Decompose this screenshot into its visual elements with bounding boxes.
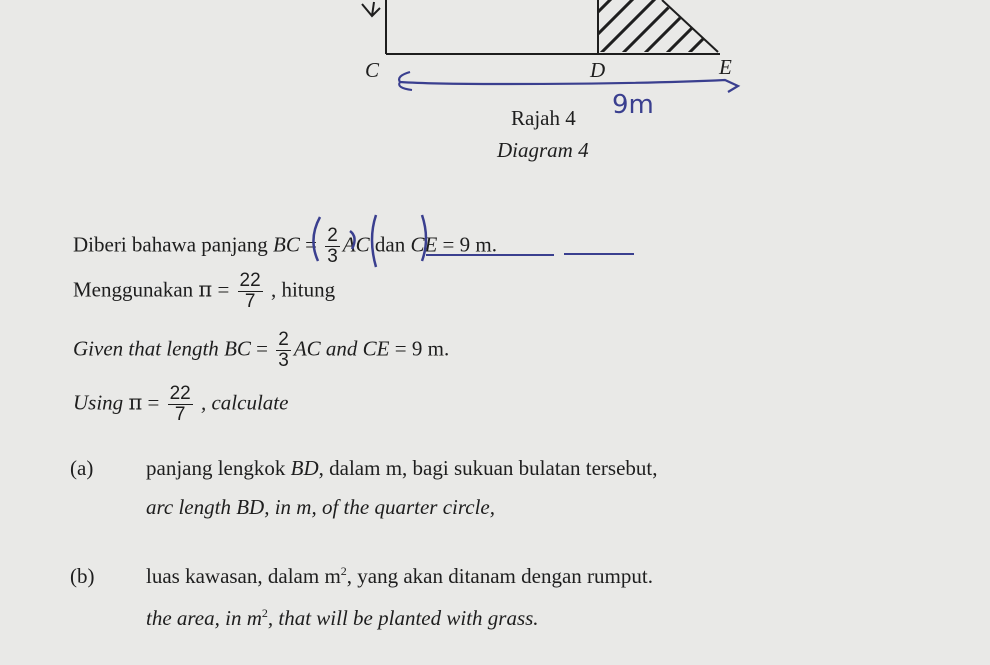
using-malay xyxy=(73,271,335,312)
fraction-numerator: 22 xyxy=(169,383,191,404)
given-english-fraction xyxy=(276,330,291,371)
given-malay-ce: CE xyxy=(410,232,438,257)
using-english-suffix: , calculate xyxy=(195,390,289,415)
given-english-conj: and xyxy=(320,336,363,361)
given-malay-conj: dan xyxy=(369,232,411,257)
part-a-english-2: , in m, of the quarter circle, xyxy=(264,495,495,519)
point-label-d: D xyxy=(590,58,606,82)
caption-malay: Rajah 4 xyxy=(511,106,576,130)
part-b-label xyxy=(70,564,95,589)
given-malay-ac: AC xyxy=(342,232,370,257)
part-b-english-sup: 2 xyxy=(261,606,268,620)
part-a-malay-bd: BD xyxy=(290,456,319,480)
using-malay-prefix: Menggunakan xyxy=(73,277,199,302)
using-malay-eq: = xyxy=(212,277,235,302)
part-b-malay-2: , yang akan ditanam dengan rumput. xyxy=(346,564,653,588)
handwritten-note: 9m xyxy=(612,90,654,120)
part-a-malay xyxy=(146,456,657,481)
pi-symbol: π xyxy=(128,390,143,415)
using-malay-fraction xyxy=(238,271,263,312)
given-english-eq: = xyxy=(250,336,274,361)
given-malay-prefix: Diberi bahawa panjang xyxy=(73,232,274,257)
fraction-denominator: 3 xyxy=(278,350,289,371)
part-a-english xyxy=(146,495,495,520)
part-a-label xyxy=(70,456,93,481)
fraction-numerator: 2 xyxy=(327,225,338,246)
fraction-denominator: 3 xyxy=(327,246,338,267)
given-malay-bc: BC xyxy=(273,232,300,257)
point-label-e: E xyxy=(719,55,732,79)
part-b-label-text: (b) xyxy=(70,564,95,588)
using-malay-suffix: , hitung xyxy=(265,277,336,302)
part-b-malay-sup: 2 xyxy=(340,564,347,578)
part-b-malay xyxy=(146,564,653,589)
given-english-prefix: Given that length xyxy=(73,336,225,361)
given-english-ac: AC xyxy=(293,336,321,361)
arrow-mark xyxy=(362,2,380,16)
part-a-malay-2: , dalam m, bagi sukuan bulatan tersebut, xyxy=(318,456,658,480)
grass-hatching xyxy=(590,0,744,58)
given-english-ce-value: = 9 m. xyxy=(389,336,450,361)
given-english-bc: BC xyxy=(224,336,251,361)
given-malay-eq: = xyxy=(299,232,323,257)
caption-english: Diagram 4 xyxy=(497,138,589,162)
pen-bracket xyxy=(399,72,738,92)
given-english xyxy=(73,330,449,371)
using-english-prefix: Using xyxy=(73,390,129,415)
part-b-english-1: the area, in m xyxy=(146,606,262,630)
part-a-label-text: (a) xyxy=(70,456,94,480)
using-english-eq: = xyxy=(142,390,165,415)
part-a-malay-1: panjang lengkok xyxy=(146,456,291,480)
fraction-denominator: 7 xyxy=(244,291,256,312)
fraction-denominator: 7 xyxy=(174,404,186,425)
pen-annotations xyxy=(300,205,660,275)
given-malay-ce-value: = 9 m. xyxy=(437,232,497,257)
part-a-english-bd: BD xyxy=(236,495,265,519)
using-english-fraction xyxy=(168,384,193,425)
fraction-numerator: 22 xyxy=(239,270,261,291)
diagram-figure xyxy=(0,0,990,110)
fraction-numerator: 2 xyxy=(278,329,289,350)
pi-symbol: π xyxy=(198,277,213,302)
using-english xyxy=(73,384,288,425)
given-english-ce: CE xyxy=(362,336,390,361)
part-a-english-1: arc length xyxy=(146,495,237,519)
part-b-english-2: , that will be planted with grass. xyxy=(267,606,539,630)
point-label-c: C xyxy=(365,58,380,82)
part-b-malay-1: luas kawasan, dalam m xyxy=(146,564,341,588)
part-b-english xyxy=(146,606,539,631)
